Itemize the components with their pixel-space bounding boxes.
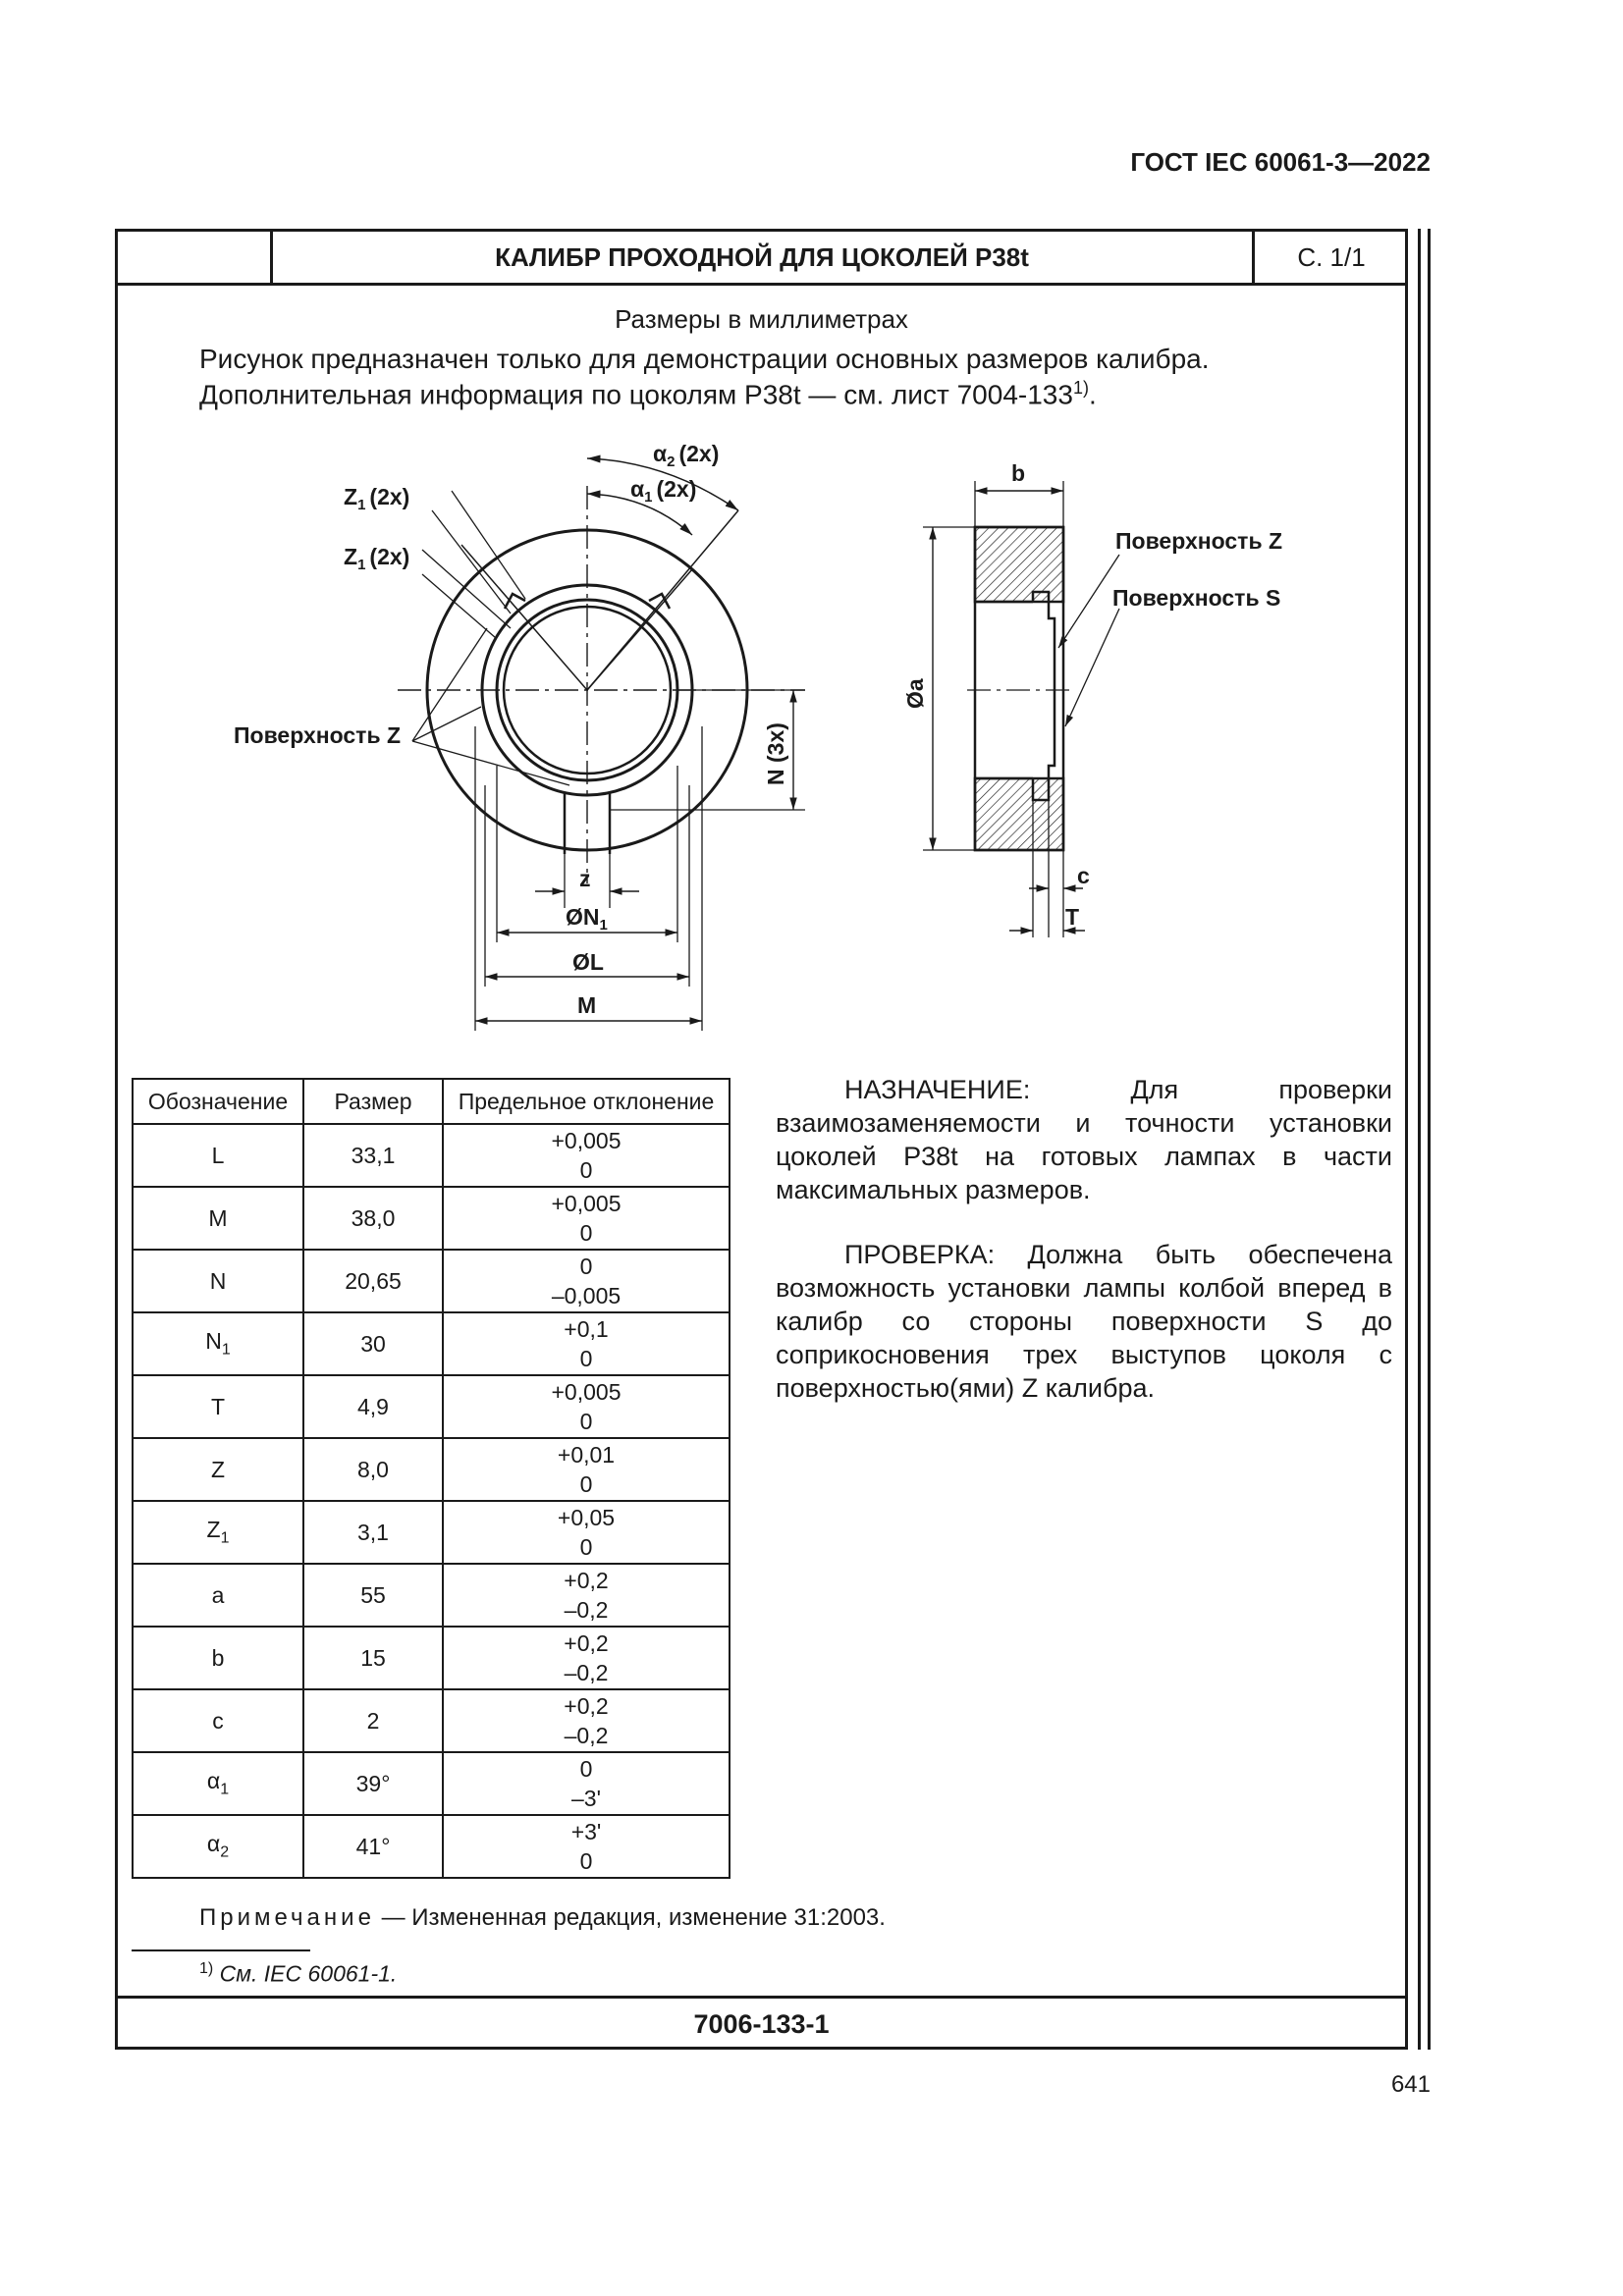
m-label: M: [577, 992, 597, 1018]
cell-tolerance: [443, 1689, 730, 1752]
z1-line-a: [452, 491, 525, 599]
cell-symbol: $N_1$: [133, 1312, 303, 1375]
symbol-subscript: 1: [220, 1781, 230, 1798]
table-row: [133, 1564, 730, 1627]
purpose-text: [776, 1073, 1392, 1436]
surface-s-label-right: Поверхность S: [1112, 585, 1281, 611]
cell-symbol: $\alpha_1$: [133, 1752, 303, 1815]
footnote-separator: [132, 1949, 310, 1951]
z1-line-c: [422, 550, 511, 628]
frame-double-line: [1418, 229, 1421, 2050]
a-label: Øa: [902, 678, 928, 709]
front-view: [398, 458, 805, 1031]
dimensions-table: [132, 1078, 730, 1879]
cell-size: 20,65: [303, 1250, 443, 1312]
table-row: [133, 1187, 730, 1250]
side-view: [923, 481, 1119, 937]
tolerance-upper: 0: [579, 1254, 593, 1279]
cell-size: 41°: [303, 1815, 443, 1878]
symbol-subscript: 2: [220, 1843, 230, 1861]
cell-symbol: M: [133, 1187, 303, 1250]
col-header-size: Размер: [303, 1079, 443, 1124]
tolerance-lower: 0: [579, 1346, 593, 1371]
page-number: 641: [1390, 2071, 1431, 2098]
n1-label: $ØN_1$: [566, 904, 608, 934]
sheet-code: 7006-133-1: [693, 2009, 830, 2039]
intro-line-1: Рисунок предназначен только для демонстрации основных размеров калибра.: [199, 344, 1210, 374]
table-row: [133, 1375, 730, 1438]
tolerance-upper: 0: [579, 1756, 593, 1782]
cell-size: 2: [303, 1689, 443, 1752]
tolerance-upper: +3': [570, 1819, 602, 1844]
cell-size: 38,0: [303, 1187, 443, 1250]
tolerance-upper: +0,2: [564, 1693, 609, 1719]
table-row: [133, 1124, 730, 1187]
cell-tolerance: [443, 1187, 730, 1250]
c-label: c: [1077, 863, 1090, 888]
alpha-line-1: [461, 545, 587, 690]
b-label: b: [1011, 460, 1026, 486]
note: [199, 1904, 886, 1932]
intro-line-2: Дополнительная информация по цоколям P38t — см. лист 7004-133$^{1)}$.: [199, 378, 1097, 410]
tolerance-lower: 0: [579, 1471, 593, 1497]
cell-tolerance: [443, 1124, 730, 1187]
z1-label-b: $Z_1$ (2x): [344, 544, 410, 573]
cell-size: 39°: [303, 1752, 443, 1815]
table-row: [133, 1627, 730, 1689]
cell-tolerance: [443, 1375, 730, 1438]
check-paragraph: ПРОВЕРКА: Должна быть обеспечена возможность установки лампы колбой вперед в калибр со стороны поверхности S до соприкосновения трех выступов цоколя с поверхностью(ями) Z калибра.: [776, 1240, 1392, 1403]
leader-surface-z-1: [412, 628, 487, 741]
tolerance-lower: –3': [571, 1786, 601, 1811]
cell-tolerance: [443, 1752, 730, 1815]
cell-size: 15: [303, 1627, 443, 1689]
col-header-tolerance: Предельное отклонение: [443, 1079, 730, 1124]
note-text: — Измененная редакция, изменение 31:2003.: [374, 1904, 886, 1931]
table-row: [133, 1501, 730, 1564]
table-row: [133, 1752, 730, 1815]
cell-tolerance: [443, 1312, 730, 1375]
cell-symbol: N: [133, 1250, 303, 1312]
footnote-ref: 1): [1072, 378, 1089, 398]
section-bottom: [975, 778, 1063, 850]
note-label: Примечание: [199, 1904, 375, 1931]
cell-symbol: $\alpha_2$: [133, 1815, 303, 1878]
table-header-row: [133, 1079, 730, 1124]
n3x-label: N (3x): [763, 722, 788, 785]
tolerance-lower: 0: [579, 1220, 593, 1246]
leader-surface-s-right: [1065, 609, 1119, 726]
table-row: [133, 1815, 730, 1878]
tolerance-lower: 0: [579, 1534, 593, 1560]
symbol-subscript: 1: [221, 1341, 231, 1359]
footnote-text: См. IEC 60061-1.: [219, 1960, 398, 1987]
table-row: [133, 1312, 730, 1375]
tolerance-lower: –0,2: [564, 1597, 609, 1623]
cell-size: 8,0: [303, 1438, 443, 1501]
tolerance-lower: –0,005: [551, 1283, 622, 1308]
t-label: T: [1065, 904, 1080, 930]
tolerance-lower: 0: [579, 1157, 593, 1183]
alpha2-label: $\alpha_2$ (2x): [653, 441, 720, 470]
standard-code: ГОСТ IEC 60061-3—2022: [1130, 147, 1431, 177]
front-view-labels: [234, 441, 788, 1018]
leader-surface-z-right: [1058, 555, 1119, 648]
cell-tolerance: [443, 1250, 730, 1312]
tolerance-upper: +0,005: [551, 1379, 622, 1405]
sheet-title: КАЛИБР ПРОХОДНОЙ ДЛЯ ЦОКОЛЕЙ P38t: [495, 242, 1029, 272]
cell-symbol: T: [133, 1375, 303, 1438]
table-row: [133, 1438, 730, 1501]
cell-symbol: b: [133, 1627, 303, 1689]
cell-symbol: c: [133, 1689, 303, 1752]
tolerance-lower: 0: [579, 1848, 593, 1874]
cell-symbol: a: [133, 1564, 303, 1627]
section-top: [975, 527, 1063, 602]
surface-z-label-right: Поверхность Z: [1115, 528, 1283, 554]
alpha1-label: $\alpha_1$ (2x): [630, 476, 697, 506]
cell-tolerance: [443, 1815, 730, 1878]
tolerance-upper: +0,01: [557, 1442, 616, 1468]
surface-z-label-left: Поверхность Z: [234, 722, 402, 748]
cell-symbol: L: [133, 1124, 303, 1187]
sheet-number: С. 1/1: [1297, 242, 1366, 272]
table-row: [133, 1250, 730, 1312]
side-view-labels: [902, 460, 1282, 930]
purpose-paragraph: НАЗНАЧЕНИЕ: Для проверки взаимозаменяемости и точности установки цоколей P38t на готовых лампах в части максимальных размеров.: [776, 1075, 1392, 1204]
cell-tolerance: [443, 1627, 730, 1689]
step-profile: [1033, 592, 1055, 800]
z1-line-b: [432, 510, 511, 614]
leader-surface-z-2: [412, 707, 481, 741]
cell-size: 55: [303, 1564, 443, 1627]
gauge-drawing: [115, 422, 1293, 1050]
footnote: [199, 1960, 397, 1988]
cell-size: 30: [303, 1312, 443, 1375]
z1-label-a: $Z_1$ (2x): [344, 484, 410, 513]
l-label: ØL: [572, 949, 604, 975]
table-row: [133, 1689, 730, 1752]
tolerance-upper: +0,005: [551, 1191, 622, 1216]
cell-tolerance: [443, 1438, 730, 1501]
cell-size: 33,1: [303, 1124, 443, 1187]
tolerance-upper: +0,005: [551, 1128, 622, 1153]
tolerance-upper: +0,05: [557, 1505, 616, 1530]
cell-size: 3,1: [303, 1501, 443, 1564]
cell-symbol: $Z_1$: [133, 1501, 303, 1564]
tolerance-upper: +0,1: [564, 1316, 609, 1342]
cell-tolerance: [443, 1501, 730, 1564]
units-note: Размеры в миллиметрах: [615, 304, 908, 334]
tolerance-lower: –0,2: [564, 1723, 609, 1748]
tolerance-upper: +0,2: [564, 1630, 609, 1656]
tolerance-lower: –0,2: [564, 1660, 609, 1685]
cell-tolerance: [443, 1564, 730, 1627]
cell-size: 4,9: [303, 1375, 443, 1438]
footnote-mark: 1): [199, 1960, 214, 1977]
col-header-symbol: Обозначение: [133, 1079, 303, 1124]
tolerance-upper: +0,2: [564, 1568, 609, 1593]
z-label: z: [579, 866, 591, 891]
tolerance-lower: 0: [579, 1409, 593, 1434]
symbol-subscript: 1: [220, 1529, 230, 1547]
frame-double-line: [1428, 229, 1431, 2050]
cell-symbol: Z: [133, 1438, 303, 1501]
